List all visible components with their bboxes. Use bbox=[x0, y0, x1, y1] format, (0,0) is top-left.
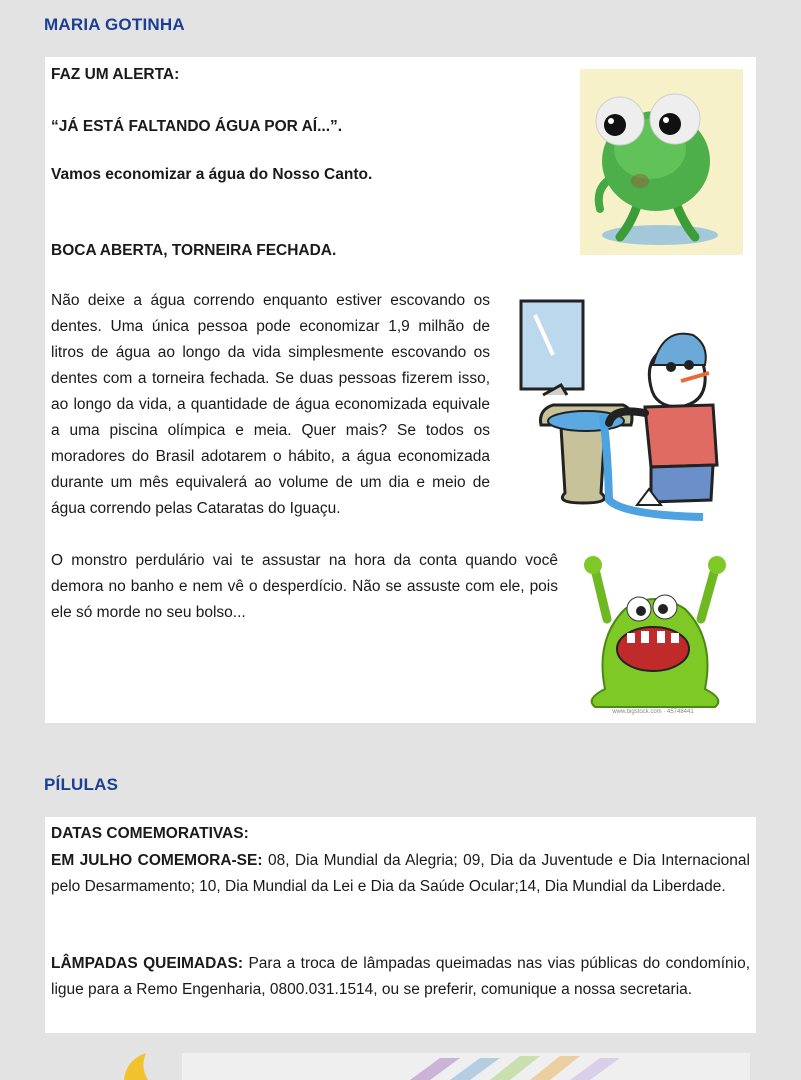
boy-brushing-teeth-icon bbox=[513, 295, 723, 527]
july-text: 08, Dia Mundial da Alegria; 09, Dia da Juventude e Dia Internacional pelo Desarmamento; 10, Dia Mundial da Lei e Dia da Saúde Ocular;14, Dia Mundial da Liberdade. bbox=[51, 852, 750, 895]
lamps-paragraph bbox=[51, 951, 750, 1003]
paragraph-monster: O monstro perdulário vai te assustar na hora da conta quando você demora no banho e nem vê o desperdício. Não se assuste com ele, pois ele só morde no seu bolso... bbox=[51, 552, 558, 621]
pills-card bbox=[45, 817, 756, 1033]
bottom-banner-decoration bbox=[110, 1050, 760, 1080]
monster-credit: www.bigstock.com · 45748441 bbox=[612, 709, 694, 715]
alert-quote: “JÁ ESTÁ FALTANDO ÁGUA POR AÍ...”. bbox=[51, 118, 343, 135]
section-title-pilulas: PÍLULAS bbox=[44, 775, 119, 794]
subheading-brushing: BOCA ABERTA, TORNEIRA FECHADA. bbox=[51, 242, 337, 259]
july-label: EM JULHO COMEMORA-SE: bbox=[51, 852, 263, 869]
paragraph-brushing: Não deixe a água correndo enquanto estiver escovando os dentes. Uma única pessoa pode economizar 1,9 milhão de litros de água ao longo da vida simplesmente escovando os dentes com a torneira fechada. Se duas pessoas fizerem isso, ao longo da vida, a quantidade de água economizada equivale a uma piscina olímpica e meia. Quer mais? Se todos os moradores do Brasil adotarem o hábito, a água economizada durante um mês equivalerá ao volume de um dia e meio de água correndo pelas Cataratas do Iguaçu. bbox=[51, 292, 490, 517]
call-to-action: Vamos economizar a água do Nosso Canto. bbox=[51, 166, 373, 183]
lamps-label: LÂMPADAS QUEIMADAS: bbox=[51, 955, 244, 972]
alert-heading: FAZ UM ALERTA: bbox=[51, 66, 180, 83]
section-title-maria-gotinha: MARIA GOTINHA bbox=[44, 15, 185, 34]
dates-heading: DATAS COMEMORATIVAS: bbox=[51, 825, 249, 842]
article-card-water bbox=[45, 57, 756, 723]
frog-mascot-icon bbox=[580, 69, 743, 255]
green-slime-monster-icon bbox=[565, 549, 745, 715]
lamps-text: Para a troca de lâmpadas queimadas nas vias públicas do condomínio, ligue para a Remo Engenharia, 0800.031.1514, ou se preferir, comunique a nossa secretaria. bbox=[51, 955, 751, 998]
july-dates-paragraph bbox=[51, 848, 750, 900]
